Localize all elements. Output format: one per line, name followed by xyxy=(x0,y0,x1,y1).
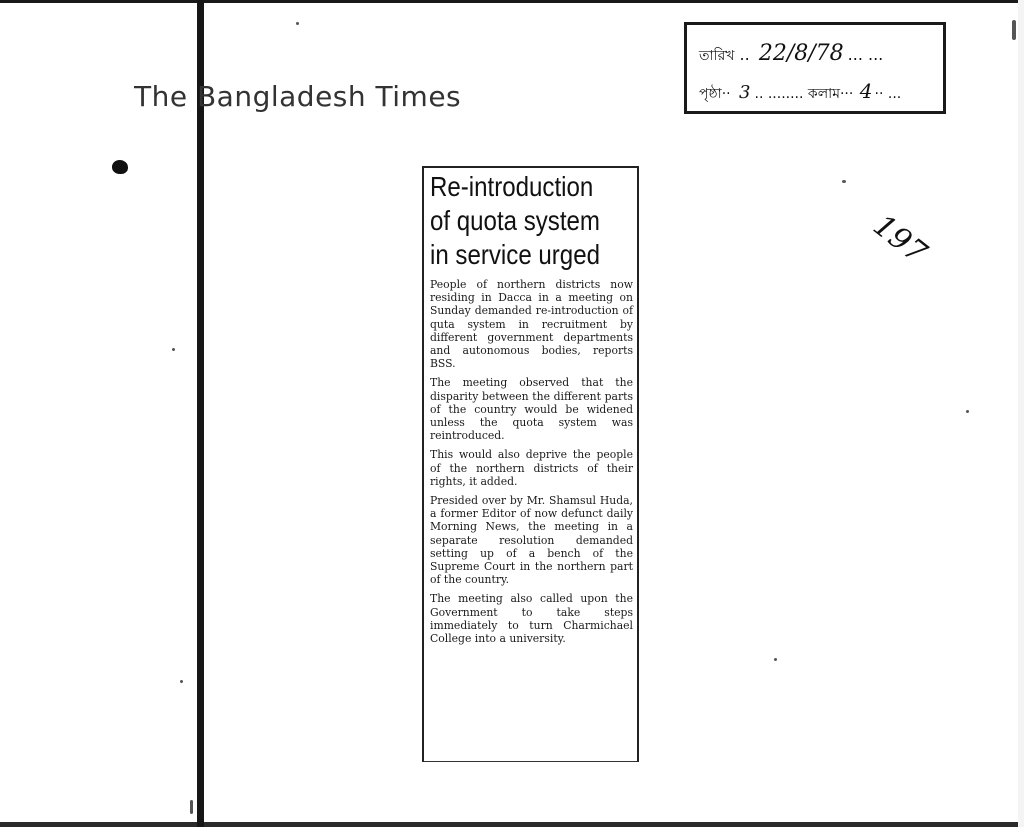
stamp-date-row: তারিখ .. 22/8/78 ... ... xyxy=(699,41,884,66)
scan-speck xyxy=(774,658,777,661)
scan-speck xyxy=(296,22,299,25)
scan-speck xyxy=(1012,20,1016,40)
page-top-edge xyxy=(0,0,1024,3)
article-headline xyxy=(430,170,633,272)
binding-fold-line xyxy=(197,0,204,827)
headline-line: of quota system xyxy=(430,205,600,236)
ink-blot-mark xyxy=(112,160,128,174)
scan-speck xyxy=(190,800,193,814)
stamp-date-label: তারিখ xyxy=(699,48,735,64)
scan-speck xyxy=(842,180,846,183)
headline-line: Re-introduction xyxy=(430,171,594,202)
article-paragraph: The meeting also called upon the Government to take steps immediately to turn Charmichael College into a university. xyxy=(430,592,633,646)
stamp-page-row: পৃষ্ঠা·· 3 .. ........ কলাম··· 4 ·· ... xyxy=(699,79,902,103)
headline-line: in service urged xyxy=(430,239,600,270)
stamp-page-label: পৃষ্ঠা xyxy=(699,86,722,102)
scan-speck xyxy=(180,680,183,683)
stamp-column-value: 4 xyxy=(859,79,873,103)
newspaper-masthead: The Bangladesh Times xyxy=(134,80,462,113)
news-clipping xyxy=(422,166,639,762)
article-paragraph: People of northern districts now residing in Dacca in a meeting on Sunday demanded re-introduction of quta system in recruitment by different government departments and autonomous bodies, reports BSS. xyxy=(430,278,633,371)
stamp-date-value: 22/8/78 xyxy=(758,41,844,66)
scan-speck xyxy=(172,348,175,351)
scan-speck xyxy=(966,410,969,413)
page-right-edge xyxy=(1018,0,1024,827)
page-bottom-edge xyxy=(0,822,1024,827)
article-paragraph: The meeting observed that the disparity between the different parts of the country would be widened unless the quota system was reintroduced. xyxy=(430,376,633,443)
handwritten-page-number: 197 xyxy=(866,208,934,271)
article-paragraph: Presided over by Mr. Shamsul Huda, a former Editor of now defunct daily Morning News, the meeting in a separate resolution demanded setting up of a bench of the Supreme Court in the northern part of the country. xyxy=(430,494,633,587)
article-paragraph: This would also deprive the people of the northern districts of their rights, it added. xyxy=(430,448,633,488)
stamp-page-value: 3 xyxy=(739,82,751,103)
stamp-column-label: কলাম xyxy=(807,86,840,102)
archive-stamp xyxy=(684,22,946,114)
